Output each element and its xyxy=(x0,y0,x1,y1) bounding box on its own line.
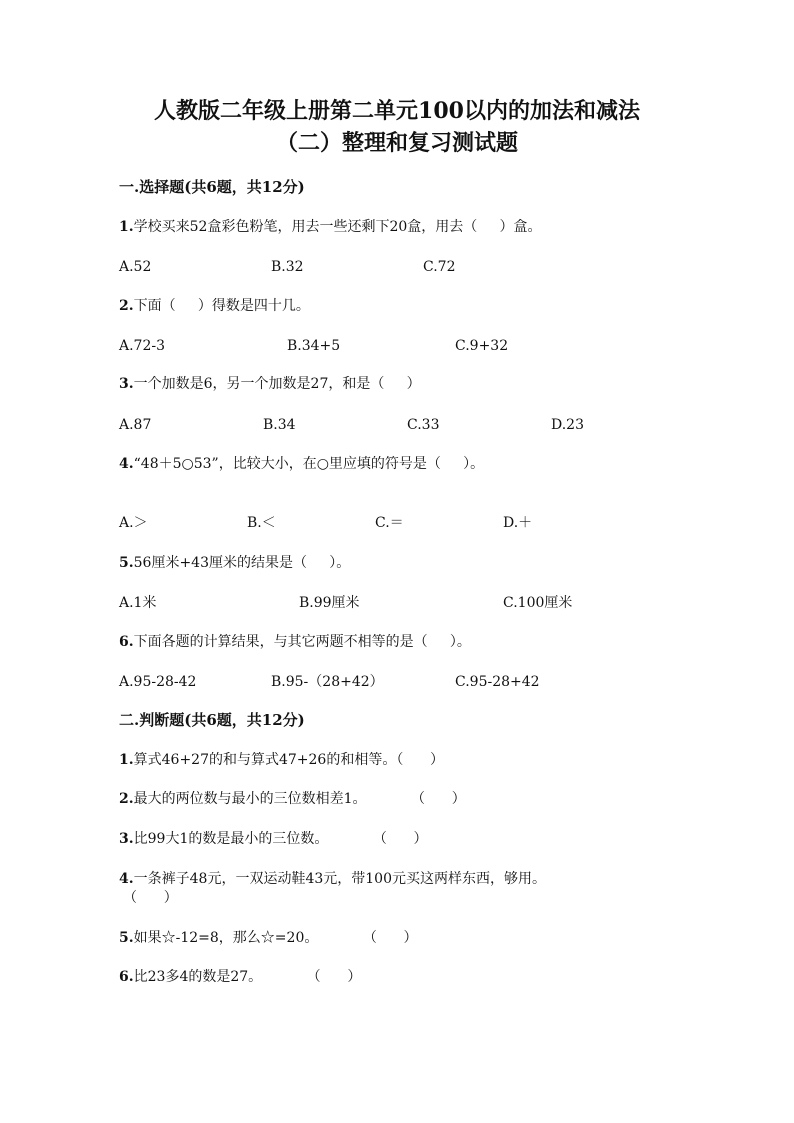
question-5 xyxy=(119,553,350,573)
page-title-line1: 人教版二年级上册第二单元100以内的加法和减法 xyxy=(154,98,640,124)
option-d: D.＋ xyxy=(503,515,533,531)
option-a: A.87 xyxy=(119,417,152,433)
question-number: 1. xyxy=(119,219,134,235)
question-3 xyxy=(119,374,421,394)
question-1 xyxy=(119,217,542,237)
option-b: B.32 xyxy=(271,259,304,275)
option-a: A.＞ xyxy=(119,515,148,531)
section-heading-choice: 一.选择题(共6题，共12分) xyxy=(119,178,305,196)
question-number: 4. xyxy=(119,456,134,472)
option-c: C.72 xyxy=(423,259,456,275)
option-b: B.34+5 xyxy=(287,338,341,354)
question-6 xyxy=(119,632,471,652)
option-a: A.52 xyxy=(119,259,152,275)
option-b: B.99厘米 xyxy=(299,595,360,611)
question-text: 比99大1的数是最小的三位数。 （ ） xyxy=(133,831,428,847)
judge-question-3 xyxy=(119,829,428,849)
question-text: 最大的两位数与最小的三位数相差1。 （ ） xyxy=(133,791,466,807)
judge-question-4-answer: （ ） xyxy=(123,890,178,906)
question-number: 2. xyxy=(119,298,134,314)
question-text: 一个加数是6，另一个加数是27，和是（ ） xyxy=(133,376,421,392)
question-text: 学校买来52盒彩色粉笔，用去一些还剩下20盒，用去（ ）盒。 xyxy=(133,219,542,235)
question-2 xyxy=(119,296,310,316)
page-title-line2: （二）整理和复习测试题 xyxy=(275,130,518,156)
judge-question-2 xyxy=(119,789,466,809)
question-text: 比23多4的数是27。 （ ） xyxy=(133,969,362,985)
question-text: 如果☆-12=8，那么☆=20。 （ ） xyxy=(133,930,418,946)
question-text: 下面各题的计算结果，与其它两题不相等的是（ ）。 xyxy=(133,634,471,650)
option-c: C.9+32 xyxy=(455,338,509,354)
option-c: C.95-28+42 xyxy=(455,674,540,690)
judge-question-1 xyxy=(119,750,444,770)
judge-question-4 xyxy=(119,869,546,889)
question-number: 2. xyxy=(119,791,134,807)
judge-question-6 xyxy=(119,967,361,987)
question-text: “48＋5○53”，比较大小，在○里应填的符号是（ ）。 xyxy=(133,456,485,472)
option-a: A.95-28-42 xyxy=(119,674,197,690)
option-c: C.33 xyxy=(407,417,440,433)
question-text: 算式46+27的和与算式47+26的和相等。（ ） xyxy=(133,752,445,768)
question-number: 4. xyxy=(119,871,134,887)
question-text: 下面（ ）得数是四十几。 xyxy=(133,298,310,314)
option-c: C.＝ xyxy=(375,515,404,531)
question-number: 1. xyxy=(119,752,134,768)
question-number: 3. xyxy=(119,376,134,392)
question-text: 一条裤子48元，一双运动鞋43元，带100元买这两样东西，够用。 xyxy=(133,871,546,887)
option-a: A.72-3 xyxy=(119,338,166,354)
question-text: 56厘米+43厘米的结果是（ ）。 xyxy=(133,555,351,571)
option-b: B.＜ xyxy=(247,515,276,531)
option-a: A.1米 xyxy=(119,595,157,611)
judge-question-5 xyxy=(119,928,418,948)
section-heading-judge: 二.判断题(共6题，共12分) xyxy=(119,711,305,729)
option-b: B.95-（28+42） xyxy=(271,674,384,690)
question-4 xyxy=(119,454,484,474)
option-b: B.34 xyxy=(263,417,296,433)
question-number: 5. xyxy=(119,555,134,571)
option-d: D.23 xyxy=(551,417,584,433)
question-number: 5. xyxy=(119,930,134,946)
question-number: 3. xyxy=(119,831,134,847)
question-number: 6. xyxy=(119,634,134,650)
question-number: 6. xyxy=(119,969,134,985)
option-c: C.100厘米 xyxy=(503,595,573,611)
